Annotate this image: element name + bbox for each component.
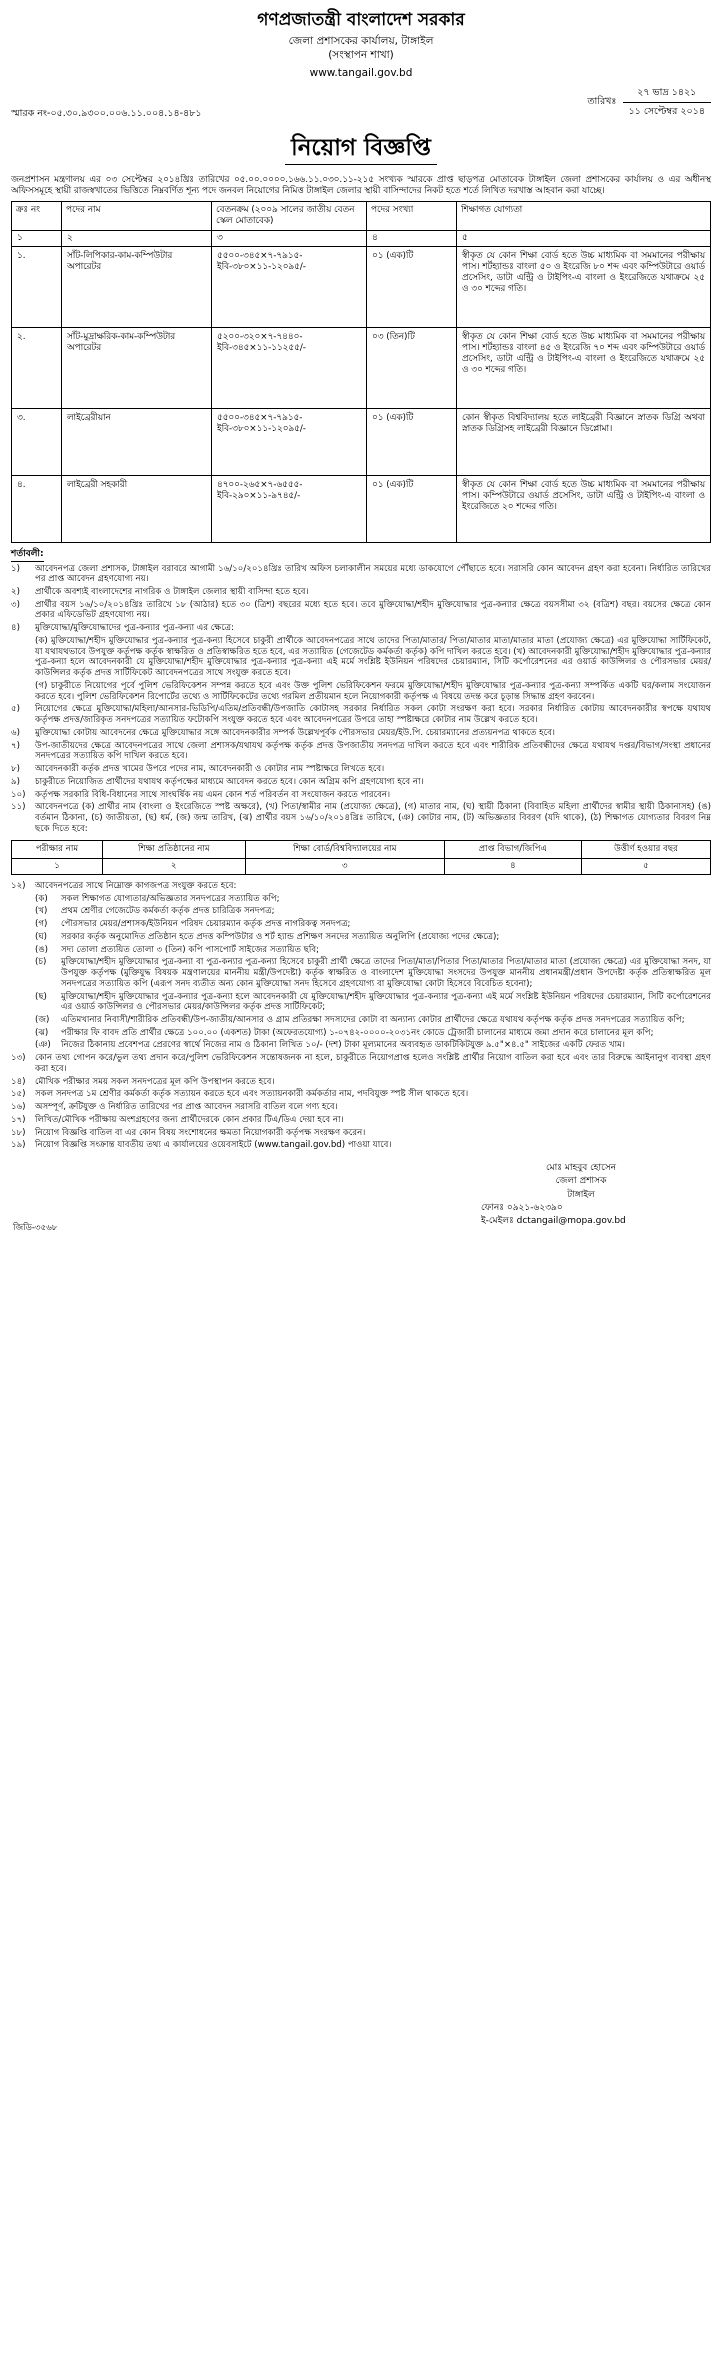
row-post: সাঁট-লিপিকার-কাম-কম্পিউটার অপারেটর xyxy=(62,247,212,328)
jobs-table xyxy=(11,201,711,543)
col-header: বেতনক্রম (২০০৯ সালের জাতীয় বেতন স্কেল মোতাবেক) xyxy=(212,202,367,231)
condition-item-number: ১৭) xyxy=(11,1114,26,1125)
attachment-item xyxy=(11,992,711,1013)
condition-item-text: উপ-জাতীয়দের ক্ষেত্রে আবেদনপত্রের সাথে জেলা প্রশাসক/যথাযথ কর্তৃপক্ষ কর্তৃক প্রদত্ত উপজাতীয় সনদপত্র দাখিল করতে হবে এবং শারীরিক প্রতিবন্ধীদের ক্ষেত্রে যথাযথ দপ্তর/বিভাগ/সংস্থা প্রধানের সনদপত্রের সত্যায়িত কপি দাখিল করতে হবে। xyxy=(35,740,711,762)
attachment-item-number: (ঙ) xyxy=(35,944,49,955)
condition-item xyxy=(11,587,711,598)
reference-row xyxy=(11,86,711,128)
row-qualification: স্বীকৃত যে কোন শিক্ষা বোর্ড হতে উচ্চ মাধ্যমিক বা সমমানের পরীক্ষায় পাস। শর্টহ্যান্ডঃ বাংলা ৪৫ ও ইংরেজি ৭০ শব্দ এবং কম্পিউটারে ওয়ার্ড প্রসেসিং, ডাটা এন্ট্রি ও টাইপিং-এ বাংলা ও ইংরেজিতে যথাক্রমে ২৫ ও ৩০ শব্দের গতি। xyxy=(457,328,711,409)
date-english: ১১ সেপ্টেম্বর ২০১৪ xyxy=(628,105,705,117)
condition-item-number: ৯) xyxy=(11,776,20,787)
col-number: ২ xyxy=(62,231,212,247)
signatory-designation: জেলা প্রশাসক xyxy=(555,1176,607,1187)
date-bangla: ২৭ ভাদ্র ১৪২১ xyxy=(623,86,711,103)
condition-item-text: মুক্তিযোদ্ধা/মুক্তিযোদ্ধাদের পুত্র-কন্যার পুত্র-কন্যা এর ক্ষেত্রে: xyxy=(35,623,234,634)
conditions-list xyxy=(11,564,711,835)
education-table xyxy=(11,840,711,874)
condition-item-number: ২) xyxy=(11,587,20,598)
condition-item xyxy=(11,1115,711,1126)
row-qualification: স্বীকৃত যে কোন শিক্ষা বোর্ড হতে উচ্চ মাধ্যমিক বা সমমানের পরীক্ষায় পাস। কম্পিউটারে ওয়ার্ড প্রসেসিং, ডাটা এন্ট্রি ও টাইপিং-এ বাংলা ও ইংরেজিতে ২০ শব্দের গতি। xyxy=(457,476,711,543)
conditions-list-3 xyxy=(11,1053,711,1151)
date-label: তারিখঃ xyxy=(587,96,617,108)
condition-item xyxy=(11,790,711,801)
row-post: লাইব্রেরী সহকারী xyxy=(62,476,212,543)
attachments-list xyxy=(11,894,711,1052)
condition-item-number: ১৮) xyxy=(11,1127,26,1138)
condition-item-text: লিখিত/মৌখিক পরীক্ষায় অংশগ্রহণের জন্য প্রার্থীদেরকে কোন প্রকার টিএ/ডিএ দেয়া হবে না। xyxy=(35,1114,344,1125)
signatory-name: মোঃ মাহবুব হোসেন xyxy=(545,1163,617,1174)
condition-item xyxy=(11,681,711,702)
col-header: শিক্ষা বোর্ড/বিশ্ববিদ্যালয়ের নাম xyxy=(245,841,444,859)
condition-item-text: কর্তৃপক্ষ সরকারি বিধি-বিধানের সাথে সাংঘর্ষিক নয় এমন কোন শর্ত পরিবর্তন বা সংযোজন করতে পারবেন। xyxy=(35,789,391,800)
education-table-header xyxy=(12,841,711,859)
attachment-item-text: সরকার কর্তৃক অনুমোদিত প্রতিষ্ঠান হতে প্রদত্ত কম্পিউটার ও শর্ট হ্যান্ড প্রশিক্ষণ সনদের সত্যায়িত অনুলিপি (প্রযোজ্য পদের ক্ষেত্রে); xyxy=(61,931,500,942)
condition-item xyxy=(11,1077,711,1088)
row-sl: ১. xyxy=(12,247,62,328)
condition-item-number: ১৩) xyxy=(11,1053,26,1064)
condition-item xyxy=(11,1089,711,1100)
condition-item-text: নিয়োগ বিজ্ঞপ্তি সংক্রান্ত যাবতীয় তথ্য এ কার্যালয়ের ওয়েবসাইটে (www.tangail.gov.bd) পাওয়া যাবে। xyxy=(35,1140,392,1151)
condition-item xyxy=(11,764,711,775)
conditions-title: শর্তাবলী: xyxy=(11,549,44,561)
condition-item xyxy=(11,777,711,788)
condition-item-text: নিয়োগের ক্ষেত্রে মুক্তিযোদ্ধা/মহিলা/আনসার-ভিডিপি/এতিম/প্রতিবন্ধী/উপজাতি কোটাসহ সরকার নির্ধারিত সকল কোটা সংরক্ষণ করা হবে। সরকার নির্ধারিত কোটায় আবেদনকারীর স্বপক্ষে যথাযথ কর্তৃপক্ষ প্রদত্ত/জারিকৃত সনদপত্রের সত্যায়িত ফটোকপি সংযুক্ত করতে হবে এবং আবেদনপত্রের উপরে তাহা স্পষ্টাক্ষরে কোটার নাম উল্লেখ করতে হবে। xyxy=(35,704,711,726)
table-row xyxy=(12,328,711,409)
condition-item-text: মুক্তিযোদ্ধা কোটায় আবেদনের ক্ষেত্রে মুক্তিযোদ্ধার সঙ্গে আবেদনকারীর সম্পর্ক উল্লেখপূর্বক পৌরসভার মেয়র/ইউ.পি. চেয়ারম্যানের প্রত্যয়নপত্র থাকতে হবে। xyxy=(35,727,555,738)
col-number: ১ xyxy=(12,231,62,247)
col-header: শিক্ষাগত যোগ্যতা xyxy=(457,202,711,231)
conditions-list-2 xyxy=(11,881,711,892)
condition-item xyxy=(11,802,711,834)
condition-item-number: ৮) xyxy=(11,764,20,775)
col-number: ৪ xyxy=(444,859,581,875)
col-header: পদের সংখ্যা xyxy=(367,202,457,231)
row-pay: ৫২০০-৩২০×৭-৭৪৪০- ইবি-৩৪৫×১১-১১২৫৫/- xyxy=(212,328,367,409)
col-header: প্রাপ্ত বিভাগ/জিপিএ xyxy=(444,841,581,859)
attachment-item-text: প্রথম শ্রেণীর গেজেটেড কর্মকর্তা কর্তৃক প্রদত্ত চারিত্রিক সনদপত্র; xyxy=(61,906,275,917)
signatory-phone: ফোনঃ ০৯২১-৬২৩৯০ xyxy=(481,1202,563,1213)
date-block xyxy=(587,86,711,119)
col-header: উত্তীর্ণ হওয়ার বছর xyxy=(581,841,710,859)
condition-item-text: মৌখিক পরীক্ষার সময় সকল সনদপত্রের মূল কপি উপস্থাপন করতে হবে। xyxy=(35,1076,275,1087)
attachment-item-number: (ঞ) xyxy=(35,1040,51,1051)
condition-item-text: আবেদনপত্রের সাথে নিম্নোক্ত কাগজপত্র সংযুক্ত করতে হবে: xyxy=(35,880,237,891)
row-qualification: কোন স্বীকৃত বিশ্ববিদ্যালয় হতে লাইব্রেরী বিজ্ঞানে স্নাতক ডিগ্রি অথবা স্নাতক ডিগ্রিসহ লাইব্রেরী বিজ্ঞানে ডিপ্লোমা। xyxy=(457,409,711,476)
condition-item-number: ১৯) xyxy=(11,1140,26,1151)
attachment-item xyxy=(11,906,711,917)
branch-name: (সংস্থাপন শাখা) xyxy=(328,49,394,62)
condition-item-number: ৩) xyxy=(11,599,20,610)
signature-block xyxy=(481,1163,681,1227)
condition-item xyxy=(11,600,711,621)
condition-item-text: চাকুরীতে নিয়োজিত প্রার্থীদের যথাযথ কর্তৃপক্ষের মাধ্যমে আবেদন করতে হবে। কোন অগ্রিম কপি গ্রহণযোগ্য হবে না। xyxy=(35,776,424,787)
condition-item-text: নিয়োগ বিজ্ঞপ্তি বাতিল বা এর কোন বিষয় সংশোধনের ক্ষমতা নিয়োগকারী কর্তৃপক্ষ সংরক্ষণ করেন। xyxy=(35,1127,366,1138)
condition-item-text: (গ) চাকুরীতে নিয়োগের পূর্বে পুলিশ ভেরিফিকেশন সম্পন্ন করতে হবে এবং উক্ত পুলিশ ভেরিফিকেশন ফরমে মুক্তিযোদ্ধা/শহীদ মুক্তিযোদ্ধার পুত্র-কন্যার পুত্র-কন্যা সম্পর্কিত একটি ঘর/কলাম সংযোজন করতে হবে। পুলিশ ভেরিফিকেশন রিপোর্টের তথ্যে ও সার্টিফিকেটের তথ্যে গরমিল প্রতীয়মান হলে নিয়োগকারী কর্তৃপক্ষ এ বিষয়ে তদন্ত করে চূড়ান্ত সিদ্ধান্ত গ্রহণ করবেন। xyxy=(35,680,711,702)
table-row xyxy=(12,409,711,476)
condition-item-number xyxy=(11,681,35,702)
attachment-item xyxy=(11,1028,711,1039)
notice-page xyxy=(11,0,711,1243)
education-col-numbers xyxy=(12,859,711,875)
condition-item xyxy=(11,623,711,634)
attachment-item-text: মুক্তিযোদ্ধা/শহীদ মুক্তিযোদ্ধার পুত্র-কন্যা বা পুত্র-কন্যার পুত্র-কন্যা হিসেবে চাকুরী প্রার্থী ক্ষেত্রে তাদের পিতা/মাতা/পিতার পিতা/মাতার পিতা/মাতার মাতা (প্রযোজ্য ক্ষেত্রে) এর মুক্তিযোদ্ধা সনদ, যা উপযুক্ত কর্তৃপক্ষ (মুক্তিযুদ্ধ বিষয়ক মন্ত্রণালয়ের মাননীয় মন্ত্রী/উপদেষ্টা) কর্তৃক স্বাক্ষরিত ও বাংলাদেশ মুক্তিযোদ্ধা সংসদের উপযুক্ত মাননীয় প্রধানমন্ত্রী/প্রধান উপদেষ্টা কর্তৃক প্রতিস্বাক্ষরিত মূল সনদপত্রের সত্যায়িত কপি (এরূপ সনদ ব্যতীত অন্য কোন মুক্তিযোদ্ধা সনদ হিসেবে গ্রহণযোগ্য বা মুক্তিযোদ্ধা কোটা হিসেবে বিবেচিত হবেনা); xyxy=(61,957,711,989)
intro-paragraph: জনপ্রশাসন মন্ত্রণালয় এর ০৩ সেপ্টেম্বর ২০১৪খ্রিঃ তারিখের ০৫.০০.০০০০.১৬৬.১১.০৩০.১১-২১৫ সংখ্যক স্মারকে প্রাপ্ত ছাড়পত্র মোতাবেক টাঙ্গাইল জেলা প্রশাসকের কার্যালয় ও এর অধীনস্থ অফিসসমূহে স্থায়ী রাজস্বখাতের ভিত্তিতে নিম্নবর্ণিত শূন্য পদে জনবল নিয়োগের নিমিত্ত টাঙ্গাইল জেলার স্থায়ী বাসিন্দাদের নিকট হতে শর্তে লিখিত দরখাস্ত আহবান করা যাচ্ছে। xyxy=(11,175,711,197)
memo-number: স্মারক নং-০৫.৩০.৯৩০০.০০৬.১১.০০৪.১৪-৪৮১ xyxy=(11,107,202,119)
col-header: শিক্ষা প্রতিষ্ঠানের নাম xyxy=(102,841,245,859)
row-count: ০১ (এক)টি xyxy=(367,409,457,476)
attachment-item xyxy=(11,919,711,930)
condition-item-text: আবেদনকারী কর্তৃক প্রদত্ত খামের উপরে পদের নাম, আবেদনকারী ও কোটার নাম স্পষ্টাক্ষরে লিখতে হবে। xyxy=(35,764,385,775)
attachment-item-text: পরীক্ষার ফি বাবদ প্রতি প্রার্থীর ক্ষেত্রে ১০০.০০ (একশত) টাকা (অফেরতযোগ্য) ১-০৭৪২-০০০০-২০৩১নং কোডে ট্রেজারী চালানের মাধ্যমে জমা প্রদান করে চালানের মূল কপি; xyxy=(61,1027,654,1038)
attachment-item-text: সদ্য তোলা প্রত্যয়িত তোলা ৩ (তিন) কপি পাসপোর্ট সাইজের সত্যায়িত ছবি; xyxy=(61,944,319,955)
col-number: ১ xyxy=(12,859,103,875)
condition-item-text: (ক) মুক্তিযোদ্ধা/শহীদ মুক্তিযোদ্ধার পুত্র-কন্যার পুত্র-কন্যা হিসেবে চাকুরী প্রার্থীকে আবেদনপত্রের সাথে তাদের পিতা/মাতার/ পিতা/মাতার মাতা/মাতার মাতা (প্রযোজ্য ক্ষেত্রে) এর মুক্তিযোদ্ধা সার্টিফিকেট, যা যথাযথভাবে উপযুক্ত কর্তৃপক্ষ কর্তৃক স্বাক্ষরিত ও প্রতিস্বাক্ষরিত হতে হবে, এর সত্যায়িত (গেজেটেড কর্মকর্তা কর্তৃক) কপি দাখিল করতে হবে। (খ) আবেদনকারী মুক্তিযোদ্ধা/শহীদ মুক্তিযোদ্ধার পুত্র-কন্যার পুত্র-কন্যা হলে আবেদনকারী যে মুক্তিযোদ্ধা/শহীদ মুক্তিযোদ্ধার পুত্র-কন্যার পুত্র-কন্যা এই মর্মে সংশ্লিষ্ট ইউনিয়ন পরিষদের চেয়ারম্যান, সিটি কর্পোরেশনের এর ওয়ার্ড কাউন্সিলর ও পৌরসভার মেয়র/কাউন্সিলর কর্তৃক প্রদত্ত সার্টিফিকেট আবেদনপত্রের সাথে সংযুক্ত করতে হবে। xyxy=(35,635,711,679)
condition-item-text: সকল সনদপত্র ১ম শ্রেণীর কর্মকর্তা কর্তৃক সত্যায়ন করতে হবে এবং সত্যায়নকারী কর্মকর্তার নাম, পদবিযুক্ত স্পষ্ট সীল থাকতে হবে। xyxy=(35,1089,469,1100)
condition-item xyxy=(11,704,711,725)
condition-item xyxy=(11,1140,711,1151)
condition-item-number: ১৫) xyxy=(11,1089,26,1100)
condition-item xyxy=(11,636,711,679)
attachment-item-text: নিজের ঠিকানায় প্রবেশপত্র প্রেরণের স্বার্থে নিজের নাম ও ঠিকানা লিখিত ১০/- (দশ) টাকা মূল্যমানের অব্যবহৃত ডাকটিকিটযুক্ত ৯.৫"×৪.৫" সাইজের একটি ফেরত খাম। xyxy=(61,1040,625,1051)
col-number: ৪ xyxy=(367,231,457,247)
attachment-item-number: (চ) xyxy=(35,957,47,968)
condition-item-text: অসম্পূর্ণ, ক্রটিযুক্ত ও নির্ধারিত তারিখের পর প্রাপ্ত আবেদন সরাসরি বাতিল বলে গণ্য হবে। xyxy=(35,1102,338,1113)
condition-item-number: ১৬) xyxy=(11,1102,26,1113)
signatory-district: টাঙ্গাইল xyxy=(567,1189,595,1200)
attachment-item-number: (ছ) xyxy=(35,991,47,1002)
table-row xyxy=(12,476,711,543)
attachment-item-number: (ঘ) xyxy=(35,931,48,942)
condition-item-number: ১০) xyxy=(11,789,26,800)
page-title: নিয়োগ বিজ্ঞপ্তি xyxy=(285,134,437,166)
row-sl: ২. xyxy=(12,328,62,409)
row-post: লাইব্রেরীয়ান xyxy=(62,409,212,476)
col-header: ক্রঃ নং xyxy=(12,202,62,231)
row-pay: ৫৫০০-৩৪৫×৭-৭৯১৫- ইবি-৩৮০×১১-১২০৯৫/- xyxy=(212,247,367,328)
row-count: ০১ (এক)টি xyxy=(367,247,457,328)
condition-item xyxy=(11,728,711,739)
attachment-item xyxy=(11,945,711,956)
attachment-item xyxy=(11,932,711,943)
row-post: সাঁট-মুদ্রাক্ষরিক-কাম-কম্পিউটার অপারেটর xyxy=(62,328,212,409)
attachment-item xyxy=(11,1040,711,1051)
col-number: ৩ xyxy=(245,859,444,875)
header xyxy=(11,10,711,80)
attachment-item-number: (জ) xyxy=(35,1014,50,1025)
condition-item-number: ১২) xyxy=(11,880,26,891)
condition-item xyxy=(11,1053,711,1074)
condition-item xyxy=(11,1102,711,1113)
condition-item-number: ১১) xyxy=(11,802,26,813)
government-name: গণপ্রজাতন্ত্রী বাংলাদেশ সরকার xyxy=(257,10,465,30)
col-number: ৩ xyxy=(212,231,367,247)
condition-item-text: আবেদনপত্র জেলা প্রশাসক, টাঙ্গাইল বরাবরে আগামী ১৬/১০/২০১৪খ্রিঃ তারিখ অফিস চলাকালীন সময়ের মধ্যে ডাকযোগে পৌঁছাতে হবে। সরাসরি কোন আবেদন গ্রহণ করা হবেনা। নির্ধারিত তারিখের পর প্রাপ্ত আবেদন গ্রহণযোগ্য নয়। xyxy=(35,563,711,585)
attachment-item-text: পৌরসভার মেয়র/প্রশাসক/ইউনিয়ন পরিষদ চেয়ারম্যান কর্তৃক প্রদত্ত নাগরিকত্ব সনদপত্র; xyxy=(61,919,351,930)
attachment-item xyxy=(11,957,711,989)
signatory-email[interactable]: ই-মেইলঃ dctangail@mopa.gov.bd xyxy=(481,1216,626,1227)
condition-item-number: ৭) xyxy=(11,740,20,751)
jobs-table-header xyxy=(12,202,711,231)
attachment-item xyxy=(11,894,711,905)
attachment-item-number: (গ) xyxy=(35,919,48,930)
condition-item-number: ১৪) xyxy=(11,1076,26,1087)
row-pay: ৫৫০০-৩৪৫×৭-৭৯১৫- ইবি-৩৮০×১১-১২০৯৫/- xyxy=(212,409,367,476)
row-qualification: স্বীকৃত যে কোন শিক্ষা বোর্ড হতে উচ্চ মাধ্যমিক বা সমমানের পরীক্ষায় পাস। শর্টহ্যান্ডঃ বাংলা ৫০ ও ইংরেজি ৮০ শব্দ এবং কম্পিউটারে ওয়ার্ড প্রসেসিং, ডাটা এন্ট্রি ও টাইপিং-এ বাংলা ও ইংরেজিতে যথাক্রমে ২৫ ও ৩০ শব্দের গতি। xyxy=(457,247,711,328)
row-count: ০১ (এক)টি xyxy=(367,476,457,543)
condition-item-number: ৪) xyxy=(11,623,20,634)
attachment-item-number: (ক) xyxy=(35,893,48,904)
condition-item-number xyxy=(11,636,35,679)
attachment-item-text: সকল শিক্ষাগত যোগ্যতার/অভিজ্ঞতার সনদপত্রের সত্যায়িত কপি; xyxy=(61,893,280,904)
col-number: ২ xyxy=(102,859,245,875)
attachment-item-number: (খ) xyxy=(35,906,48,917)
website-link[interactable]: www.tangail.gov.bd xyxy=(309,66,413,79)
condition-item xyxy=(11,741,711,762)
condition-item-number: ৬) xyxy=(11,727,20,738)
col-number: ৫ xyxy=(581,859,710,875)
condition-item-text: আবেদনপত্রে (ক) প্রার্থীর নাম (বাংলা ও ইংরেজিতে স্পষ্ট অক্ষরে), (খ) পিতা/স্বামীর নাম (প্রযোজ্য ক্ষেত্রে), (গ) মাতার নাম, (ঘ) স্থায়ী ঠিকানা (বিবাহিত মহিলা প্রার্থীদের স্বামীর স্থায়ী ঠিকানাসহ) (ঙ) বর্তমান ঠিকানা, (চ) জাতীয়তা, (ছ) ধর্ম, (জ) জন্ম তারিখ, (ঝ) প্রার্থীর বয়স ১৬/১০/২০১৪খ্রিঃ তারিখে, (ঞ) কোটার নাম, (ট) অভিজ্ঞতার বিবরণ (যদি থাকে), (ঠ) শিক্ষাগত যোগ্যতার বিবরণ নিম্ন ছকে দিতে হবে: xyxy=(35,802,711,834)
row-sl: ৩. xyxy=(12,409,62,476)
table-row xyxy=(12,247,711,328)
condition-item-text: প্রার্থীর বয়স ১৬/১০/২০১৪খ্রিঃ তারিখে ১৮ (আঠার) হতে ৩০ (ত্রিশ) বছরের মধ্যে হতে হবে। তবে মুক্তিযোদ্ধা/শহীদ মুক্তিযোদ্ধার পুত্র-কন্যার ক্ষেত্রে বয়সসীমা ৩২ (বত্রিশ) বছর। বয়সের ক্ষেত্রে কোন প্রকার এফিডেভিট গ্রহণযোগ্য নয়। xyxy=(35,599,711,621)
row-count: ০৩ (তিন)টি xyxy=(367,328,457,409)
attachment-item-number: (ঝ) xyxy=(35,1027,49,1038)
gd-number: জিডি-৩৫৬৮ xyxy=(13,1222,58,1233)
office-name: জেলা প্রশাসকের কার্যালয়, টাঙ্গাইল xyxy=(288,35,434,48)
attachment-item-text: এতিমখানার নিবাসী/শারীরিক প্রতিবন্ধী/উপ-জাতীয়/আনসার ও গ্রাম প্রতিরক্ষা সদস্যদের কোটা বা অন্যান্য কোটার প্রার্থীদের ক্ষেত্রে যথাযথ কর্তৃপক্ষ কর্তৃক প্রদত্ত সনদপত্রের সত্যায়িত কপি; xyxy=(61,1014,685,1025)
col-number: ৫ xyxy=(457,231,711,247)
condition-item xyxy=(11,564,711,585)
row-pay: ৪৭০০-২৬৫×৭-৬৫৫৫- ইবি-২৯০×১১-৯৭৪৫/- xyxy=(212,476,367,543)
condition-item-text: কোন তথ্য গোপন করে/ভুল তথ্য প্রদান করে/পুলিশ ভেরিফিকেশন সন্তোষজনক না হলে, চাকুরীতে নিয়োগপ্রাপ্ত হলেও সংশ্লিষ্ট প্রার্থীর নিয়োগ বাতিল করা হবে এবং তার বিরুদ্ধে আইনানুগ ব্যবস্থা গ্রহণ করা হবে। xyxy=(35,1053,711,1074)
row-sl: ৪. xyxy=(12,476,62,543)
col-header: পদের নাম xyxy=(62,202,212,231)
condition-item xyxy=(11,1128,711,1139)
condition-item-number: ১) xyxy=(11,563,20,574)
condition-item-text: প্রার্থীকে অবশ্যই বাংলাদেশের নাগরিক ও টাঙ্গাইল জেলার স্থায়ী বাসিন্দা হতে হবে। xyxy=(35,587,309,598)
attachment-item-text: মুক্তিযোদ্ধা/শহীদ মুক্তিযোদ্ধার পুত্র-কন্যার পুত্র-কন্যা হলে আবেদনকারী যে মুক্তিযোদ্ধা/শহীদ মুক্তিযোদ্ধার পুত্র-কন্যার পুত্র-কন্যা এই মর্মে সংশ্লিষ্ট ইউনিয়ন পরিষদের চেয়ারম্যান, সিটি কর্পোরেশনের এর ওয়ার্ড কাউন্সিলর ও পৌরসভার মেয়র/কাউন্সিলর কর্তৃক প্রদত্ত সার্টিফিকেট; xyxy=(61,991,711,1013)
condition-item xyxy=(11,881,711,892)
jobs-col-numbers xyxy=(12,231,711,247)
condition-item-number: ৫) xyxy=(11,704,20,715)
col-header: পরীক্ষার নাম xyxy=(12,841,103,859)
attachment-item xyxy=(11,1015,711,1026)
